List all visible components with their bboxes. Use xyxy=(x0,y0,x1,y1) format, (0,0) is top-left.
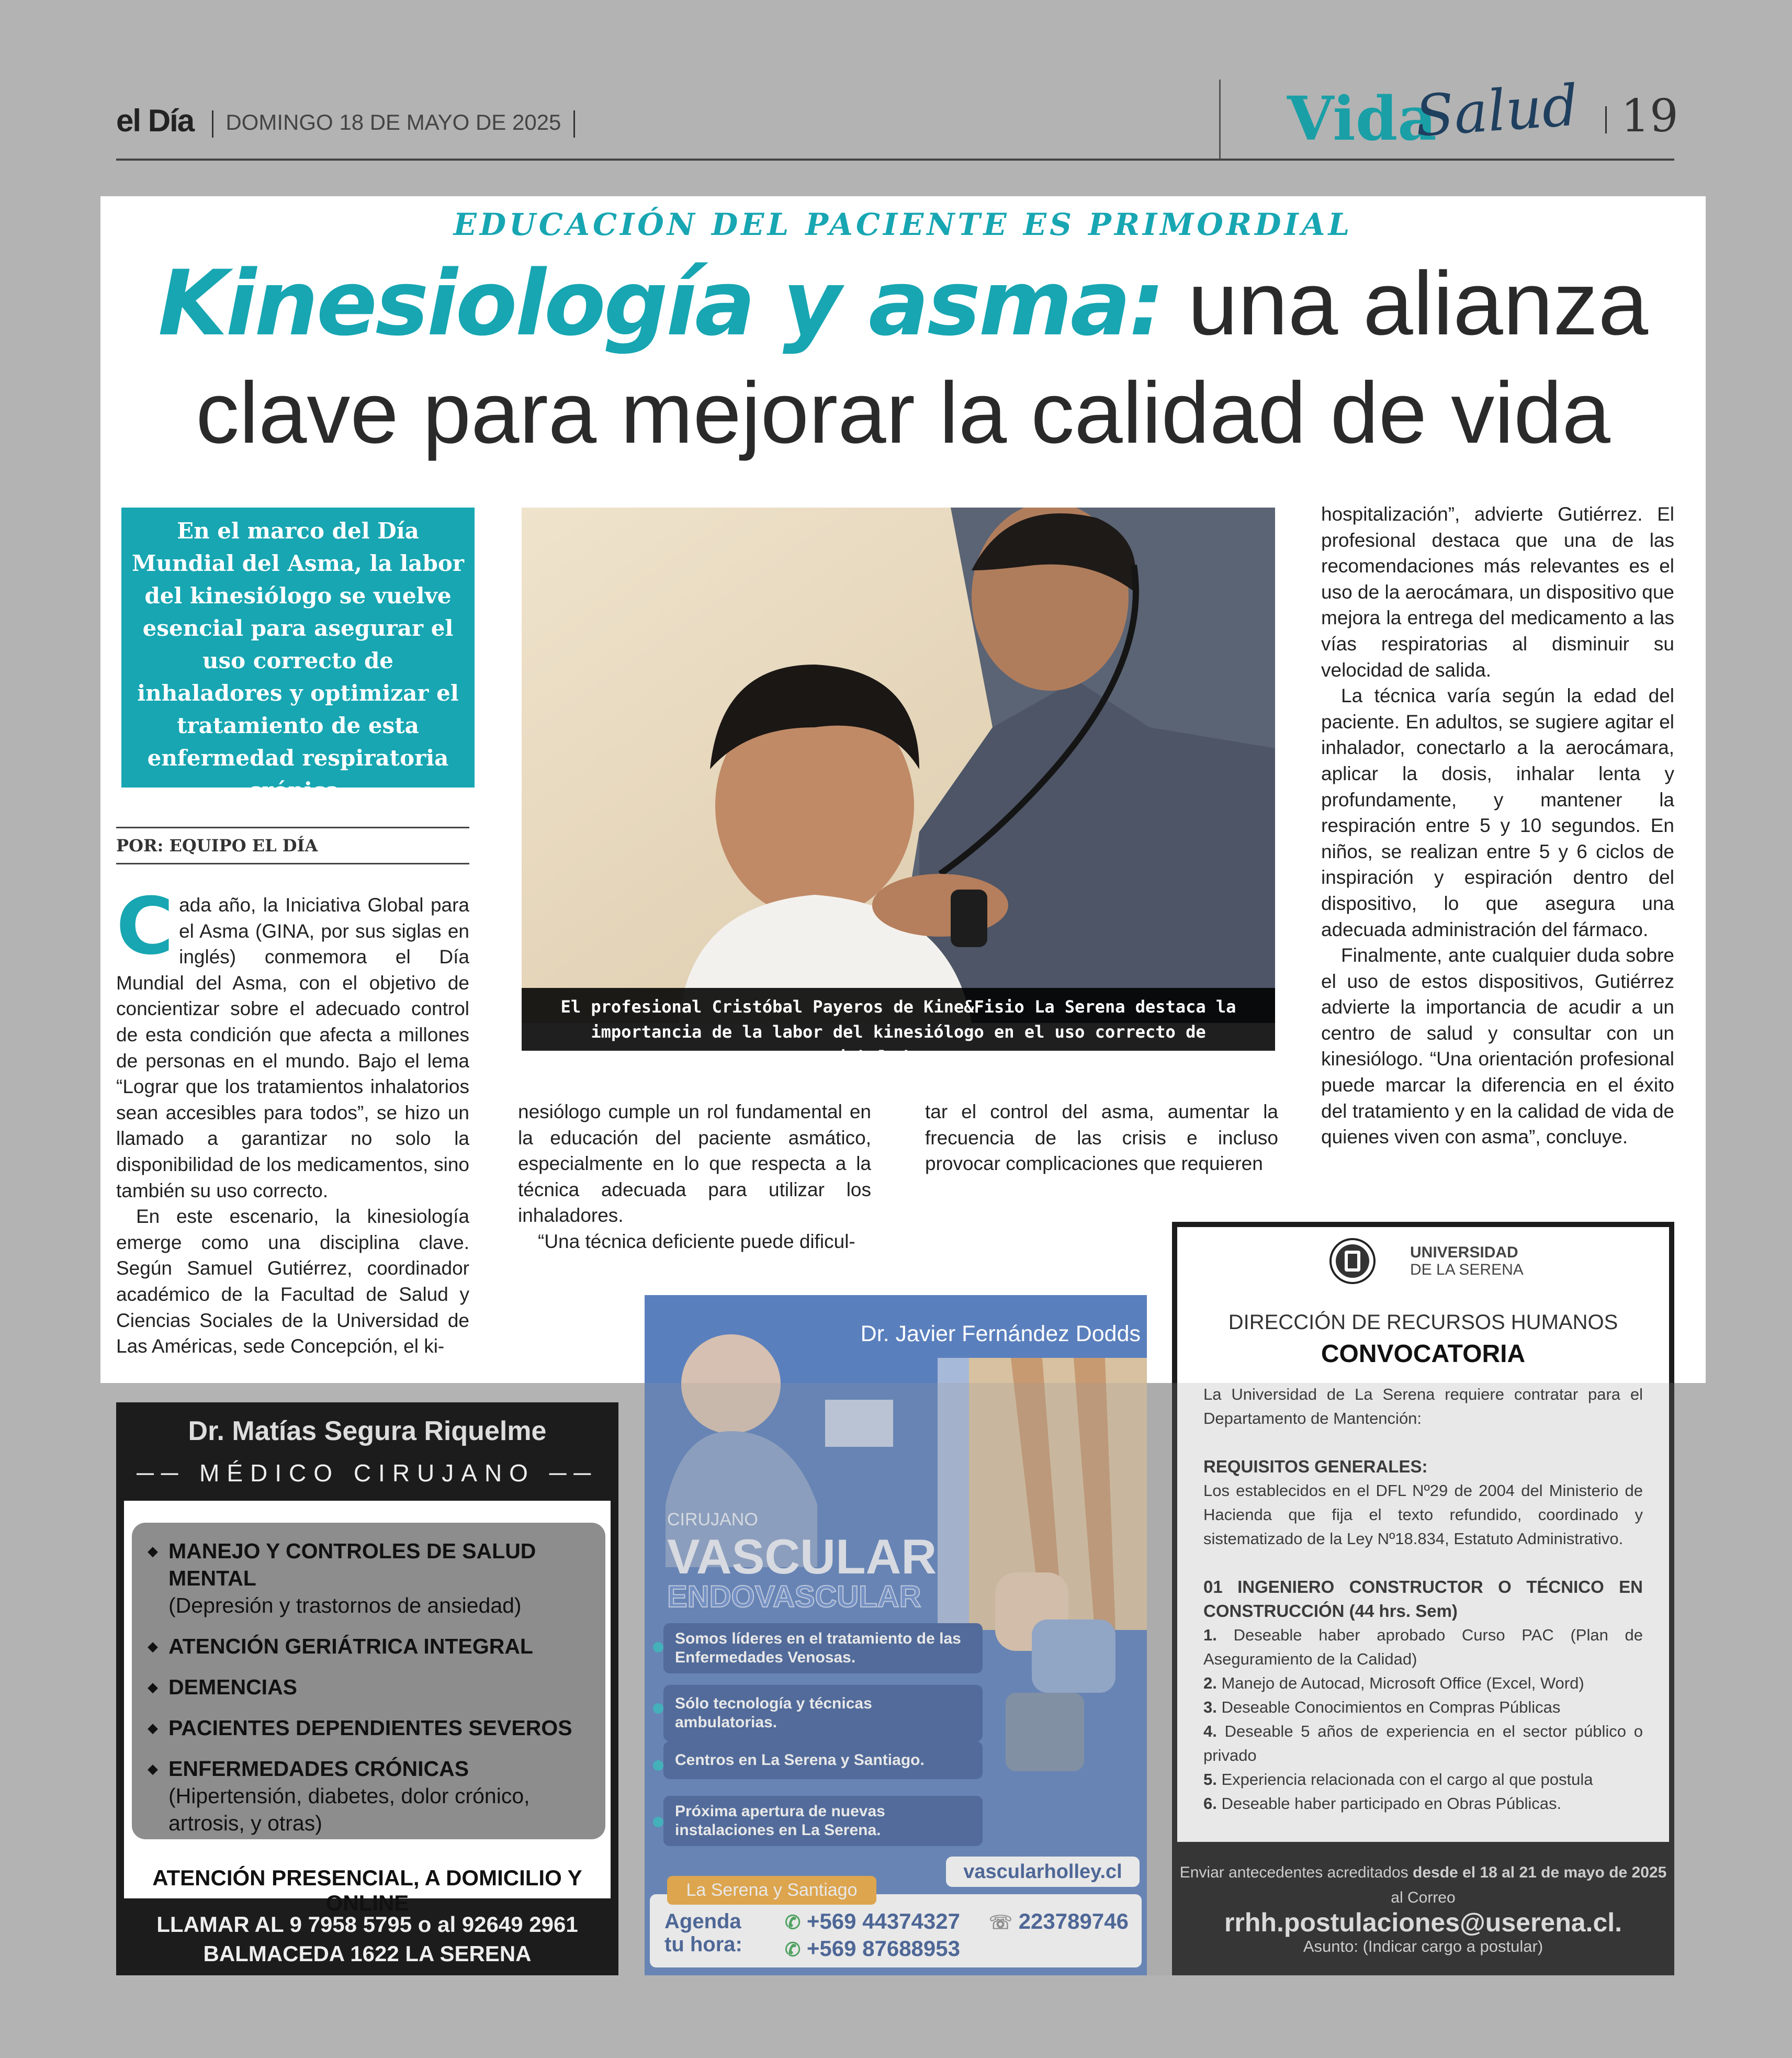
list-item xyxy=(1203,1623,1643,1671)
ad-vascular-bullet: Somos líderes en el tratamiento de las Enfermedades Venosas. xyxy=(663,1623,983,1673)
ad-userena-intro: La Universidad de La Serena requiere contratar para el Departamento de Mantención: xyxy=(1203,1385,1643,1427)
header-divider xyxy=(1605,106,1607,133)
list-text: Experiencia relacionada con el cargo al que postula xyxy=(1221,1770,1593,1789)
headline-rest: una alianza xyxy=(1163,253,1649,354)
ad-vascular-bullet: Próxima apertura de nuevas instalaciones en La Serena. xyxy=(663,1796,983,1846)
article-kicker: EDUCACIÓN DEL PACIENTE ES PRIMORDIAL xyxy=(453,207,1353,242)
paragraph xyxy=(116,881,469,1204)
phone-number: +569 44374327 xyxy=(806,1909,960,1933)
article-column-3 xyxy=(925,1099,1278,1177)
list-text: Deseable 5 años de experiencia en el sector público o privado xyxy=(1203,1722,1643,1764)
bullet-dot xyxy=(653,1642,663,1652)
list-text: Deseable Conocimientos en Compras Públicas xyxy=(1221,1698,1561,1716)
list-item xyxy=(1203,1768,1643,1792)
phone-icon: ☏ xyxy=(989,1911,1013,1933)
ad-userena-subject: Asunto: (Indicar cargo a postular) xyxy=(1303,1937,1543,1955)
photo-illustration xyxy=(522,508,1275,1023)
list-item xyxy=(1203,1719,1643,1768)
list-item xyxy=(1203,1671,1643,1695)
article-column-2 xyxy=(518,1099,871,1255)
paragraph-text: ada año, la Iniciativa Global para el Asma (GINA, por sus siglas en inglés) conmemora el Día Mundial del Asma, con el objetivo de concientizar sobre el adecuado control de esta condición que afecta a millones de personas en el mundo. Bajo el lema “Lograr que los tratamientos inhalatorios sean accesibles para todos”, se hizo un llamado a garantizar no solo la disponibilidad de los medicamentos, sino también su uso correcto. xyxy=(116,894,469,1201)
header-divider xyxy=(573,110,575,138)
service-title: ATENCIÓN GERIÁTRICA INTEGRAL xyxy=(168,1634,533,1658)
ad-segura-specialty-text: MÉDICO CIRUJANO xyxy=(199,1459,535,1487)
section-name-vida: Vida xyxy=(1287,84,1437,154)
ad-vascular-website[interactable]: vascularholley.cl xyxy=(946,1857,1140,1887)
ad-userena-instructions xyxy=(1172,1860,1674,1910)
ad-userena-university: UNIVERSIDAD xyxy=(1410,1244,1518,1261)
headline-bold: Kinesiología y asma: xyxy=(157,251,1163,356)
ad-vascular-subtitle: ENDOVASCULAR xyxy=(667,1580,921,1614)
ad-segura-phone: LLAMAR AL 9 7958 5795 o al 92649 2961 xyxy=(156,1912,578,1937)
bullet-dot xyxy=(653,1817,663,1827)
header-vertical-rule xyxy=(1219,80,1221,160)
newspaper-brand: el Día xyxy=(116,103,194,138)
ad-vascular-bullet: Centros en La Serena y Santiago. xyxy=(663,1741,983,1779)
list-number: 2. xyxy=(1203,1674,1217,1692)
page-number xyxy=(1605,90,1678,142)
phone-number: 223789746 xyxy=(1018,1909,1129,1933)
ad-vascular-small-title: CIRUJANO xyxy=(667,1510,758,1530)
article-column-4 xyxy=(1321,501,1674,1150)
paragraph: Finalmente, ante cualquier duda sobre el uso de estos dispositivos, Gutiérrez advierte la importancia de acudir a un centro de salud y consultar con un kinesiólogo. “Una orientación profesional puede marcar la diferencia en el éxito del tratamiento y en la calidad de vida de quienes viven con asma”, concluye. xyxy=(1321,944,1674,1148)
ad-vascular-doctor: Dr. Javier Fernández Dodds xyxy=(860,1321,1141,1346)
list-item xyxy=(148,1633,590,1660)
ad-vascular-phone-3[interactable] xyxy=(989,1909,1129,1934)
ad-segura-specialty: ── MÉDICO CIRUJANO ── xyxy=(137,1459,598,1487)
instructions-text: Enviar antecedentes acreditados xyxy=(1179,1864,1413,1881)
headline-line-1 xyxy=(100,246,1706,361)
whatsapp-icon: ✆ xyxy=(785,1911,801,1933)
article-column-1 xyxy=(116,881,469,1359)
list-item xyxy=(1203,1695,1643,1719)
university-seal-icon xyxy=(1329,1235,1376,1295)
byline: POR: EQUIPO EL DÍA xyxy=(116,827,469,864)
paragraph: “Una técnica deficiente puede dificul- xyxy=(538,1230,855,1252)
paragraph: En este escenario, la kinesiología emerge como una disciplina clave. Según Samuel Gutiérrez, coordinador académico de la Facultad de Salud y Ciencias Sociales de la Universidad de Las Américas, sede Concepción, el ki- xyxy=(116,1206,469,1357)
list-item xyxy=(1203,1792,1643,1816)
page-number-text: 19 xyxy=(1621,90,1678,142)
ad-userena-email[interactable]: rrhh.postulaciones@userena.cl. xyxy=(1224,1908,1622,1937)
list-item xyxy=(148,1714,590,1741)
bullet-dot xyxy=(653,1760,663,1771)
list-number: 3. xyxy=(1203,1698,1217,1716)
ad-vascular-phone-1[interactable] xyxy=(785,1909,960,1934)
ad-userena-university-2: DE LA SERENA xyxy=(1410,1261,1524,1278)
service-title: MANEJO Y CONTROLES DE SALUD MENTAL xyxy=(168,1539,536,1590)
headline-line-2: clave para mejorar la calidad de vida xyxy=(196,365,1610,462)
list-number: 4. xyxy=(1203,1722,1217,1740)
ad-userena-body xyxy=(1203,1382,1643,1816)
service-detail: (Depresión y trastornos de ansiedad) xyxy=(168,1593,522,1617)
list-text: Deseable haber participado en Obras Públicas. xyxy=(1221,1794,1562,1813)
service-title: PACIENTES DEPENDIENTES SEVEROS xyxy=(168,1716,572,1740)
list-number: 1. xyxy=(1203,1626,1217,1644)
ad-userena-req-title: REQUISITOS GENERALES: xyxy=(1203,1457,1428,1476)
ad-segura-services xyxy=(132,1523,605,1839)
service-title: DEMENCIAS xyxy=(168,1675,298,1699)
instructions-text-end: al Correo xyxy=(1391,1889,1456,1906)
list-item xyxy=(148,1673,590,1701)
article-photo xyxy=(522,508,1275,1023)
ad-vascular-title: VASCULAR xyxy=(667,1529,937,1584)
issue-date-text: DOMINGO 18 DE MAYO DE 2025 xyxy=(226,110,561,134)
ad-userena-title: CONVOCATORIA xyxy=(1321,1340,1526,1368)
issue-date xyxy=(212,110,575,138)
lead-box: En el marco del Día Mundial del Asma, la labor del kinesiólogo se vuelve esencial para asegurar el uso correcto de inhaladores y optimizar el tratamiento de esta enfermedad respiratoria crónica. xyxy=(121,508,475,788)
ad-userena-direction: DIRECCIÓN DE RECURSOS HUMANOS xyxy=(1228,1311,1618,1334)
paragraph: hospitalización”, advierte Gutiérrez. El profesional destaca que una de las recomendaciones más relevantes es el uso de la aerocámara, un dispositivo que mejora la entrega del medicamento a las vías respiratorias al disminuir su velocidad de salida. xyxy=(1321,503,1674,681)
paragraph: nesiólogo cumple un rol fundamental en la educación del paciente asmático, especialmente en lo que respecta a la técnica adecuada para utilizar los inhaladores. xyxy=(518,1101,871,1227)
ad-userena-position: 01 INGENIERO CONSTRUCTOR O TÉCNICO EN CONSTRUCCIÓN (44 hrs. Sem) xyxy=(1203,1577,1643,1621)
instructions-dates: desde el 18 al 21 de mayo de 2025 xyxy=(1413,1864,1667,1881)
list-item xyxy=(148,1537,590,1619)
service-title: ENFERMEDADES CRÓNICAS xyxy=(168,1757,469,1781)
ad-vascular-cities: La Serena y Santiago xyxy=(667,1876,876,1905)
ad-vascular-phone-2[interactable] xyxy=(785,1936,960,1961)
ad-segura-attention: ATENCIÓN PRESENCIAL, A DOMICILIO Y ONLINE xyxy=(152,1865,582,1915)
section-name-salud: Salud xyxy=(1413,73,1581,150)
ad-segura-contact xyxy=(116,1910,618,1969)
list-number: 5. xyxy=(1203,1770,1217,1789)
ad-vascular-bullet: Sólo tecnología y técnicas ambulatorias. xyxy=(663,1685,983,1741)
list-text: Manejo de Autocad, Microsoft Office (Excel, Word) xyxy=(1221,1674,1584,1692)
list-text: Deseable haber aprobado Curso PAC (Plan de Aseguramiento de la Calidad) xyxy=(1203,1626,1643,1668)
paragraph: tar el control del asma, aumentar la frecuencia de las crisis e incluso provocar complicaciones que requieren xyxy=(925,1101,1278,1175)
paragraph: La técnica varía según la edad del paciente. En adultos, se sugiere agitar el inhalador, conectarlo a la aerocámara, aplicar la dosis, inhalar lenta y profundamente, y mantener la respiración entre 5 y 10 segundos. En niños, se realizan entre 5 y 6 ciclos de inspiración y espiración dentro del dispositivo, lo que asegura una adecuada administración del fármaco. xyxy=(1321,685,1674,940)
list-number: 6. xyxy=(1203,1794,1217,1813)
drop-cap: C xyxy=(116,881,174,972)
photo-caption: El profesional Cristóbal Payeros de Kine&Fisio La Serena destaca la importancia de la labor del kinesiólogo en el uso correcto de inhaladores. xyxy=(522,988,1275,1051)
header-divider xyxy=(212,110,213,138)
ad-segura-address: BALMACEDA 1622 LA SERENA xyxy=(203,1941,532,1966)
service-detail: (Hipertensión, diabetes, dolor crónico, artrosis, y otras) xyxy=(168,1784,530,1835)
ad-vascular-agenda xyxy=(664,1910,742,1956)
bullet-dot xyxy=(653,1703,663,1714)
ad-userena-req-text: Los establecidos en el DFL Nº29 de 2004 del Ministerio de Hacienda que fija el texto refundido, coordinado y sistematizado de la Ley Nº18.834, Estatuto Administrativo. xyxy=(1203,1481,1643,1548)
agenda-line-2: tu hora: xyxy=(664,1933,742,1956)
list-item xyxy=(148,1755,590,1837)
header-rule xyxy=(116,159,1674,161)
whatsapp-icon: ✆ xyxy=(785,1939,801,1960)
phone-number: +569 87688953 xyxy=(806,1936,960,1961)
ad-segura-name: Dr. Matías Segura Riquelme xyxy=(188,1416,547,1446)
agenda-line-1: Agenda xyxy=(664,1910,741,1933)
